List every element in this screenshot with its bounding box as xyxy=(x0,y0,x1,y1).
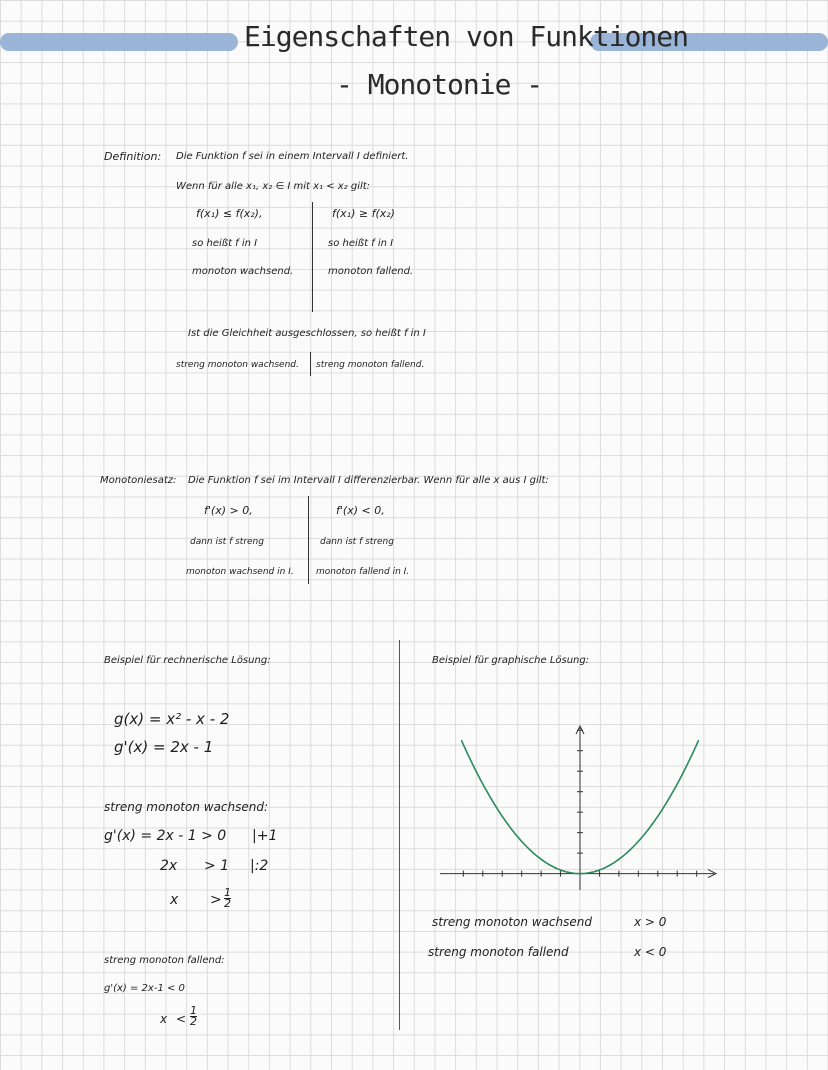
definition-line2: Wenn für alle x₁, x₂ ∈ I mit x₁ < x₂ gilt: xyxy=(176,181,371,192)
half-numerator-2: 1 xyxy=(190,1004,197,1017)
example-calc-gprime: g'(x) = 2x - 1 xyxy=(114,738,214,756)
theorem-left-result: monoton wachsend in I. xyxy=(186,567,294,577)
definition-line1: Die Funktion f sei in einem Intervall I definiert. xyxy=(176,151,409,162)
example-calc-inc-3: x xyxy=(170,892,179,908)
definition-left-condition: f(x₁) ≤ f(x₂), xyxy=(196,207,263,220)
example-graph-result1-cond: x > 0 xyxy=(634,915,667,929)
example-calc-dec-half xyxy=(190,1006,197,1027)
example-calc-dec-2: x xyxy=(160,1012,168,1026)
example-calc-inc-2: 2x xyxy=(160,858,178,874)
parabola-chart xyxy=(440,720,720,890)
example-graph-result2-cond: x < 0 xyxy=(634,945,667,959)
half-denominator-2: 2 xyxy=(190,1015,197,1028)
example-calc-inc-3-rel: > xyxy=(210,892,222,908)
theorem-right-condition: f'(x) < 0, xyxy=(336,504,385,517)
example-graph-heading: Beispiel für graphische Lösung: xyxy=(432,655,590,666)
definition-divider xyxy=(312,202,313,312)
theorem-left-condition: f'(x) > 0, xyxy=(204,504,253,517)
definition-strict-left: streng monoton wachsend. xyxy=(176,360,299,370)
examples-divider xyxy=(399,640,400,1030)
definition-strict-line: Ist die Gleichheit ausgeschlossen, so heißt f in I xyxy=(188,328,426,339)
definition-right-condition: f(x₁) ≥ f(x₂) xyxy=(332,207,395,220)
example-calc-inc-2-op: |:2 xyxy=(250,858,269,874)
definition-left-then: so heißt f in I xyxy=(192,238,258,249)
theorem-right-then: dann ist f streng xyxy=(320,537,394,547)
half-numerator: 1 xyxy=(224,886,231,899)
example-graph-result2: streng monoton fallend xyxy=(428,945,569,959)
page-subtitle: - Monotonie - xyxy=(336,68,543,101)
example-calc-inc-1: g'(x) = 2x - 1 > 0 xyxy=(104,828,227,844)
theorem-left-then: dann ist f streng xyxy=(190,537,264,547)
definition-label: Definition: xyxy=(104,150,162,163)
example-calc-inc-half xyxy=(224,888,231,909)
example-calc-inc-heading: streng monoton wachsend: xyxy=(104,800,269,814)
theorem-divider xyxy=(308,496,309,584)
definition-right-result: monoton fallend. xyxy=(328,266,414,277)
example-calc-heading: Beispiel für rechnerische Lösung: xyxy=(104,655,271,666)
example-graph-result1: streng monoton wachsend xyxy=(432,915,592,929)
half-denominator: 2 xyxy=(224,897,231,910)
example-calc-dec-2-rel: < xyxy=(176,1012,187,1026)
definition-right-then: so heißt f in I xyxy=(328,238,394,249)
header-band-left xyxy=(0,33,238,51)
definition-strict-divider xyxy=(310,352,311,376)
example-calc-dec-heading: streng monoton fallend: xyxy=(104,955,225,966)
theorem-line1: Die Funktion f sei im Intervall I differenzierbar. Wenn für alle x aus I gilt: xyxy=(188,475,549,486)
definition-strict-right: streng monoton fallend. xyxy=(316,360,425,370)
definition-left-result: monoton wachsend. xyxy=(192,266,294,277)
theorem-label: Monotoniesatz: xyxy=(100,475,177,486)
theorem-right-result: monoton fallend in I. xyxy=(316,567,410,577)
example-calc-inc-1-op: |+1 xyxy=(252,828,278,844)
example-calc-g: g(x) = x² - x - 2 xyxy=(114,710,230,728)
example-calc-dec-1: g'(x) = 2x-1 < 0 xyxy=(104,983,185,994)
example-calc-inc-2b: > 1 xyxy=(204,858,230,874)
page-title: Eigenschaften von Funktionen xyxy=(244,20,689,53)
